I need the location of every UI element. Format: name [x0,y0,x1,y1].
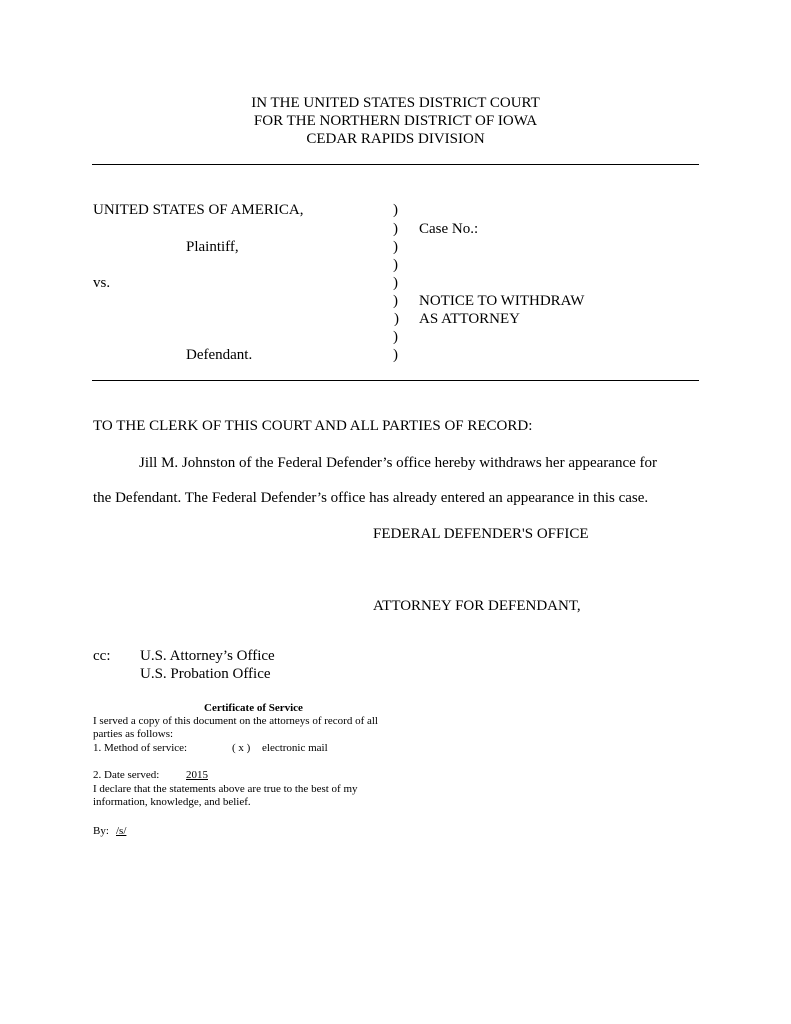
certificate-line1: I served a copy of this document on the attorneys of record of all [93,715,378,727]
attorney-for-label: ATTORNEY FOR DEFENDANT, [373,598,581,614]
case-number-label: Case No.: [419,221,479,237]
caption-paren: ) [393,239,398,255]
signature-line: /s/ [116,825,127,837]
caption-top-rule [92,164,699,165]
document-title-line2: AS ATTORNEY [419,311,520,327]
salutation: TO THE CLERK OF THIS COURT AND ALL PARTIES OF RECORD: [93,418,533,434]
method-of-service-value: electronic mail [262,742,328,754]
caption-paren: ) [393,293,398,309]
document-title-line1: NOTICE TO WITHDRAW [419,293,585,309]
plaintiff-name: UNITED STATES OF AMERICA, [93,202,304,218]
caption-paren: ) [394,311,399,327]
court-division: CEDAR RAPIDS DIVISION [306,131,485,147]
versus: vs. [93,275,111,291]
cc-recipient: U.S. Probation Office [140,666,271,682]
office-name: FEDERAL DEFENDER'S OFFICE [373,526,589,542]
cc-recipient: U.S. Attorney’s Office [140,648,275,664]
by-label: By: [93,825,109,837]
caption-paren: ) [393,275,398,291]
date-served-label: 2. Date served: [93,769,160,781]
caption-bottom-rule [92,380,699,381]
caption-paren: ) [393,257,398,273]
cc-label: cc: [93,648,111,664]
court-district: FOR THE NORTHERN DISTRICT OF IOWA [253,113,538,129]
plaintiff-label: Plaintiff, [186,239,239,255]
caption-paren: ) [393,202,398,218]
declaration-line1: I declare that the statements above are true to the best of my [93,783,358,795]
date-served-value: 2015 [186,769,208,781]
method-of-service-label: 1. Method of service: [93,742,188,754]
caption-paren: ) [393,347,398,363]
court-name: IN THE UNITED STATES DISTRICT COURT [251,95,540,111]
defendant-label: Defendant. [186,347,253,363]
declaration-line2: information, knowledge, and belief. [93,796,251,808]
method-of-service-mark: ( x ) [232,742,251,754]
body-paragraph-line1: Jill M. Johnston of the Federal Defender’s office hereby withdraws her appearance for [139,455,658,471]
certificate-line2: parties as follows: [93,728,174,740]
caption-paren: ) [393,329,398,345]
body-paragraph-line2: the Defendant. The Federal Defender’s office has already entered an appearance in this case. [93,490,649,506]
certificate-title: Certificate of Service [204,702,303,714]
caption-paren: ) [393,221,398,237]
